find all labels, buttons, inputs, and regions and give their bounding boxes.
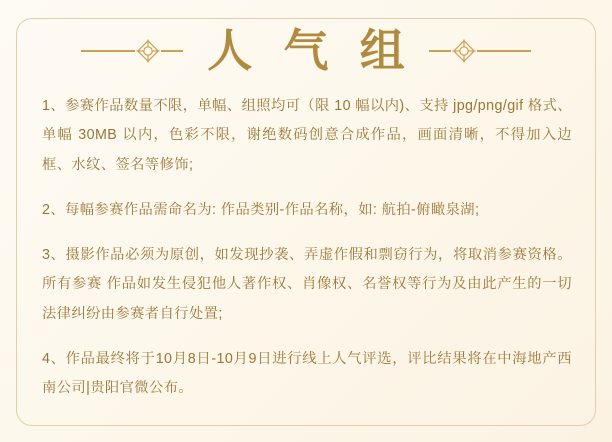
diamond-compass-ornament-left-icon xyxy=(81,38,183,64)
ornament-rule-right xyxy=(477,50,531,52)
ornament-rule-left-inner xyxy=(161,50,183,52)
ornament-rule-left xyxy=(81,50,135,52)
rule-item: 4、作品最终将于10月8日-10月9日进行线上人气评选，评比结果将在中海地产西南公司|贵阳官微公布。 xyxy=(42,351,572,397)
rule-item: 2、每幅参赛作品需命名为: 作品类别-作品名称，如: 航拍-俯瞰泉湖; xyxy=(42,201,480,218)
diamond-compass-ornament-right-icon xyxy=(429,38,531,64)
rule-item: 1、参赛作品数量不限，单幅、组照均可（限 10 幅以内)、支持 jpg/png/gif 格式、单幅 30MB 以内，色彩不限，谢绝数码创意合成作品，画面清晰，不得加入边框、水纹、签名等修饰; xyxy=(42,98,572,173)
ornament-rule-right-inner xyxy=(429,50,451,52)
title-row xyxy=(0,20,612,82)
page-title: 人 气 组 xyxy=(207,25,415,76)
rule-item: 3、摄影作品必须为原创，如发现抄袭、弄虚作假和剽窃行为，将取消参赛资格。所有参赛 作品如发生侵犯他人著作权、肖像权、名誉权等行为及由此产生的一切法律纠纷由参赛者自行处置; xyxy=(42,247,572,322)
rules-body xyxy=(42,92,572,404)
